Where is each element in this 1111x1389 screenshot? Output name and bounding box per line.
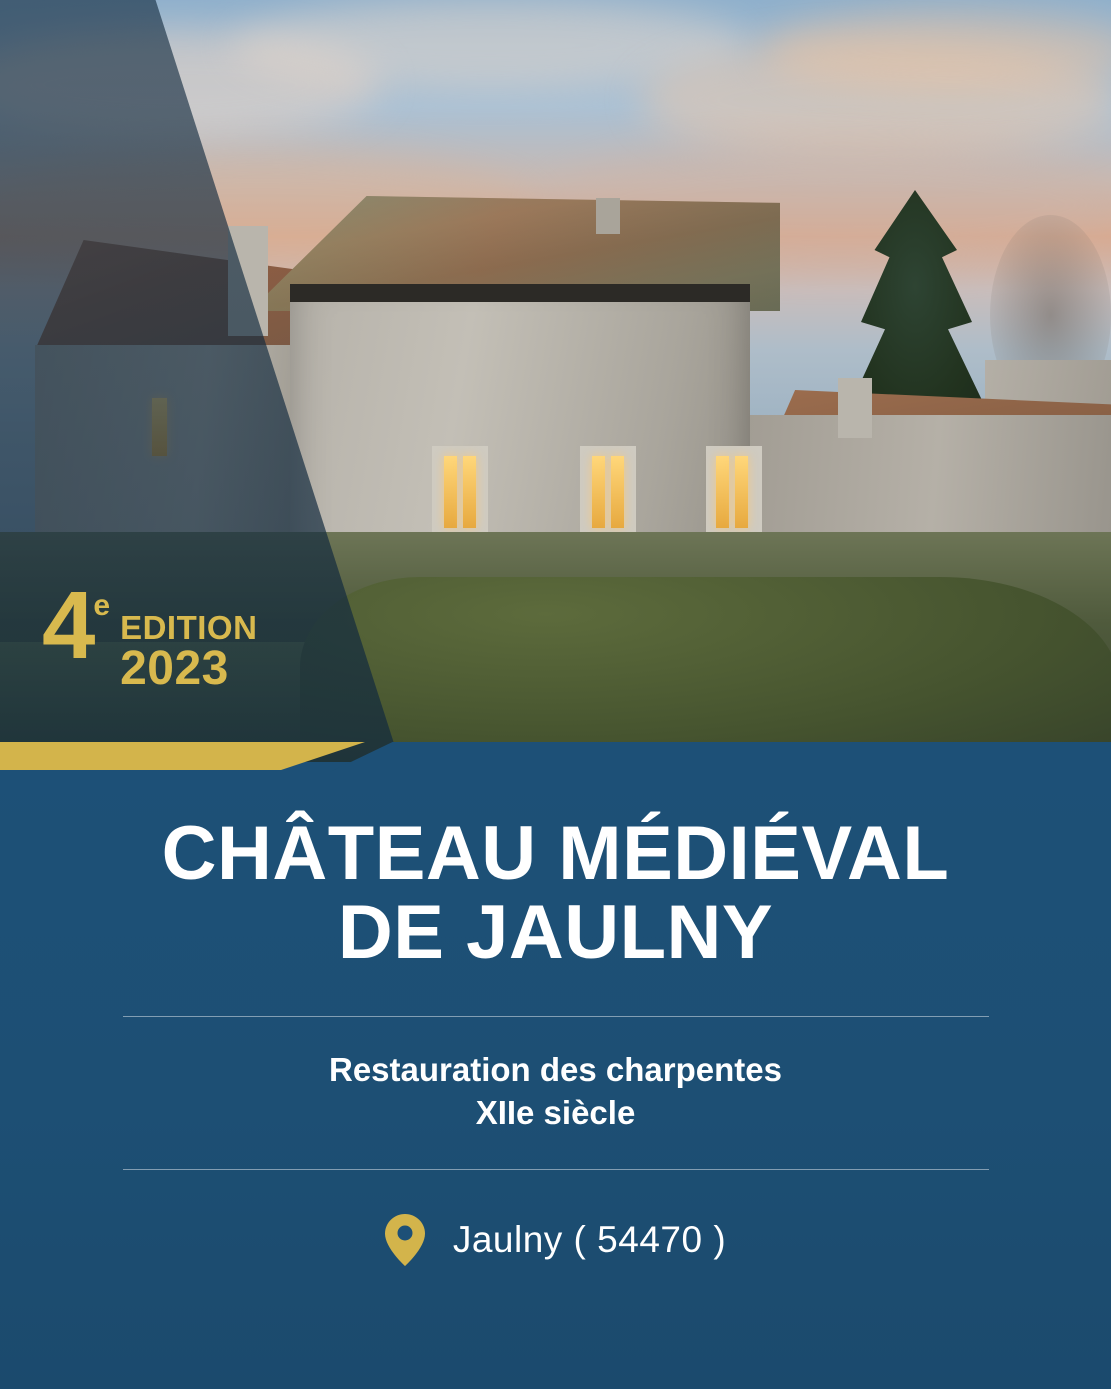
location-row <box>0 1214 1111 1266</box>
edition-year: 2023 <box>120 642 229 695</box>
divider-top <box>123 1016 989 1017</box>
edition-number: 4 <box>42 572 94 679</box>
blue-accent-wedge <box>330 742 1111 772</box>
map-pin-icon <box>385 1214 425 1266</box>
lit-window <box>735 456 748 528</box>
subtitle-line-1: Restauration des charpentes <box>329 1051 782 1089</box>
page-title <box>0 811 1111 976</box>
lit-window <box>463 456 476 528</box>
lit-window <box>592 456 605 528</box>
chimney <box>596 198 620 234</box>
edition-ordinal-suffix: e <box>93 589 111 622</box>
title-line-2: DE JAULNY <box>337 890 774 976</box>
window-frame <box>580 446 636 538</box>
lit-window <box>716 456 729 528</box>
location-text: Jaulny ( 54470 ) <box>452 1218 727 1260</box>
info-panel <box>0 762 1111 1389</box>
lit-window <box>611 456 624 528</box>
edition-badge <box>42 572 258 695</box>
window-frame <box>706 446 762 538</box>
foreground-hedge <box>300 577 1111 762</box>
subtitle <box>0 1049 1111 1135</box>
title-line-1: CHÂTEAU MÉDIÉVAL <box>161 811 950 896</box>
chimney <box>838 378 872 438</box>
lit-window <box>444 456 457 528</box>
subtitle-line-2: XIIe siècle <box>475 1093 636 1131</box>
divider-bottom <box>123 1169 989 1170</box>
edition-label: EDITION <box>120 609 258 646</box>
window-frame <box>432 446 488 538</box>
